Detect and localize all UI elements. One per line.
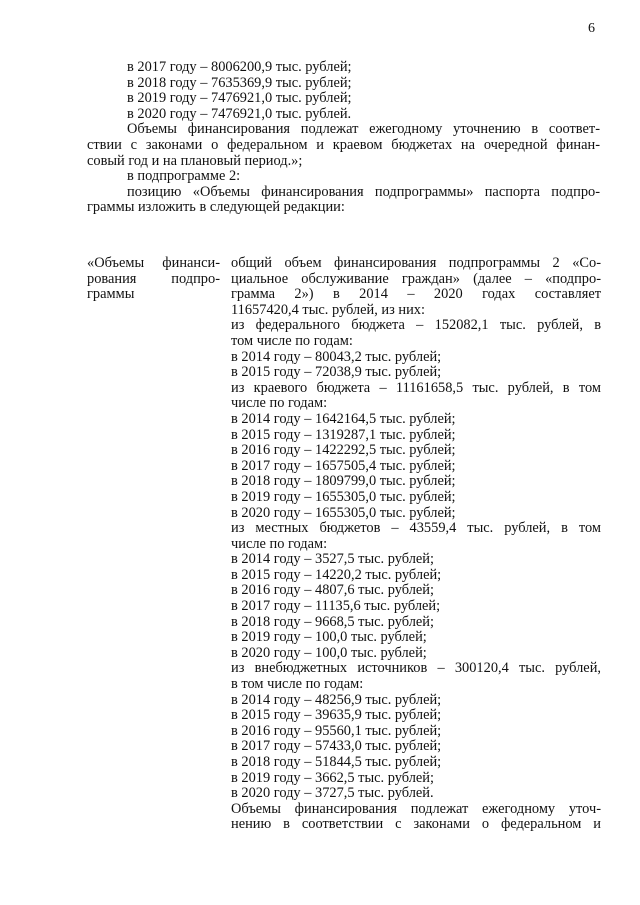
value-line: общий объем финансирования подпрограммы 2 «Со- (231, 255, 601, 271)
value-line: в 2015 году – 14220,2 тыс. рублей; (231, 566, 442, 583)
position-line: граммы изложить в следующей редакции: (87, 199, 345, 216)
subprogram-heading: в подпрограмме 2: (127, 168, 241, 185)
year-line: в 2017 году – 8006200,9 тыс. рублей; (127, 59, 352, 75)
value-line: нению в соответствии с законами о федеральном и (231, 816, 601, 833)
passport-label-column (87, 256, 220, 303)
value-line: в 2020 году – 3727,5 тыс. рублей. (231, 785, 434, 802)
intro-section (87, 60, 600, 216)
year-line: в 2019 году – 7476921,0 тыс. рублей; (127, 90, 352, 107)
value-line: в 2019 году – 3662,5 тыс. рублей; (231, 769, 434, 786)
label-line: «Объемы финанси- (87, 255, 220, 271)
value-line: в 2017 году – 57433,0 тыс. рублей; (231, 738, 442, 755)
value-line: в 2020 году – 100,0 тыс. рублей; (231, 644, 427, 661)
value-line: в 2020 году – 1655305,0 тыс. рублей; (231, 504, 456, 521)
value-line: в 2018 году – 9668,5 тыс. рублей; (231, 613, 434, 630)
value-line: том числе по годам: (231, 332, 353, 349)
value-line: в 2019 году – 100,0 тыс. рублей; (231, 629, 427, 646)
value-line: Объемы финансирования подлежат ежегодному уточ- (231, 800, 601, 817)
value-line: в 2014 году – 1642164,5 тыс. рублей; (231, 410, 456, 427)
value-line: из внебюджетных источников – 300120,4 тыс. рублей, (231, 660, 601, 677)
value-line: в 2014 году – 48256,9 тыс. рублей; (231, 691, 442, 708)
year-line: в 2018 году – 7635369,9 тыс. рублей; (127, 74, 352, 91)
value-line: из федерального бюджета – 152082,1 тыс. рублей, в (231, 317, 601, 334)
label-line: граммы (87, 286, 135, 303)
value-line: в 2018 году – 1809799,0 тыс. рублей; (231, 473, 456, 490)
value-line: в 2018 году – 51844,5 тыс. рублей; (231, 754, 442, 770)
note-line: Объемы финансирования подлежат ежегодному уточнению в соответ- (127, 121, 600, 138)
value-line: числе по годам: (231, 535, 328, 552)
value-line: в 2015 году – 1319287,1 тыс. рублей; (231, 426, 456, 443)
value-line: из краевого бюджета – 11161658,5 тыс. рублей, в том (231, 379, 601, 396)
note-line: совый год и на плановый период.»; (87, 152, 303, 169)
value-line: в 2017 году – 1657505,4 тыс. рублей; (231, 457, 456, 474)
passport-value-column (231, 256, 601, 833)
value-line: числе по годам: (231, 395, 328, 412)
value-line: в 2015 году – 39635,9 тыс. рублей; (231, 707, 442, 724)
value-line: из местных бюджетов – 43559,4 тыс. рублей, в том (231, 520, 601, 537)
year-line: в 2020 году – 7476921,0 тыс. рублей. (127, 105, 352, 122)
value-line: в том числе по годам: (231, 676, 364, 693)
value-line: в 2016 году – 95560,1 тыс. рублей; (231, 722, 442, 739)
page-number: 6 (588, 21, 595, 36)
value-line: в 2016 году – 4807,6 тыс. рублей; (231, 582, 434, 599)
value-line: 11657420,4 тыс. рублей, из них: (231, 301, 425, 318)
value-line: в 2016 году – 1422292,5 тыс. рублей; (231, 442, 456, 459)
value-line: в 2017 году – 11135,6 тыс. рублей; (231, 598, 441, 615)
value-line: циальное обслуживание граждан» (далее – «подпро- (231, 270, 601, 287)
label-line: рования подпро- (87, 270, 220, 287)
value-line: в 2014 году – 3527,5 тыс. рублей; (231, 551, 434, 568)
position-line: позицию «Объемы финансирования подпрограммы» паспорта подпро- (127, 183, 600, 200)
value-line: в 2014 году – 80043,2 тыс. рублей; (231, 348, 442, 365)
value-line: грамма 2») в 2014 – 2020 годах составляет (231, 286, 601, 303)
value-line: в 2019 году – 1655305,0 тыс. рублей; (231, 488, 456, 505)
value-line: в 2015 году – 72038,9 тыс. рублей; (231, 364, 442, 381)
note-line: ствии с законами о федеральном и краевом бюджетах на очередной финан- (87, 136, 600, 153)
